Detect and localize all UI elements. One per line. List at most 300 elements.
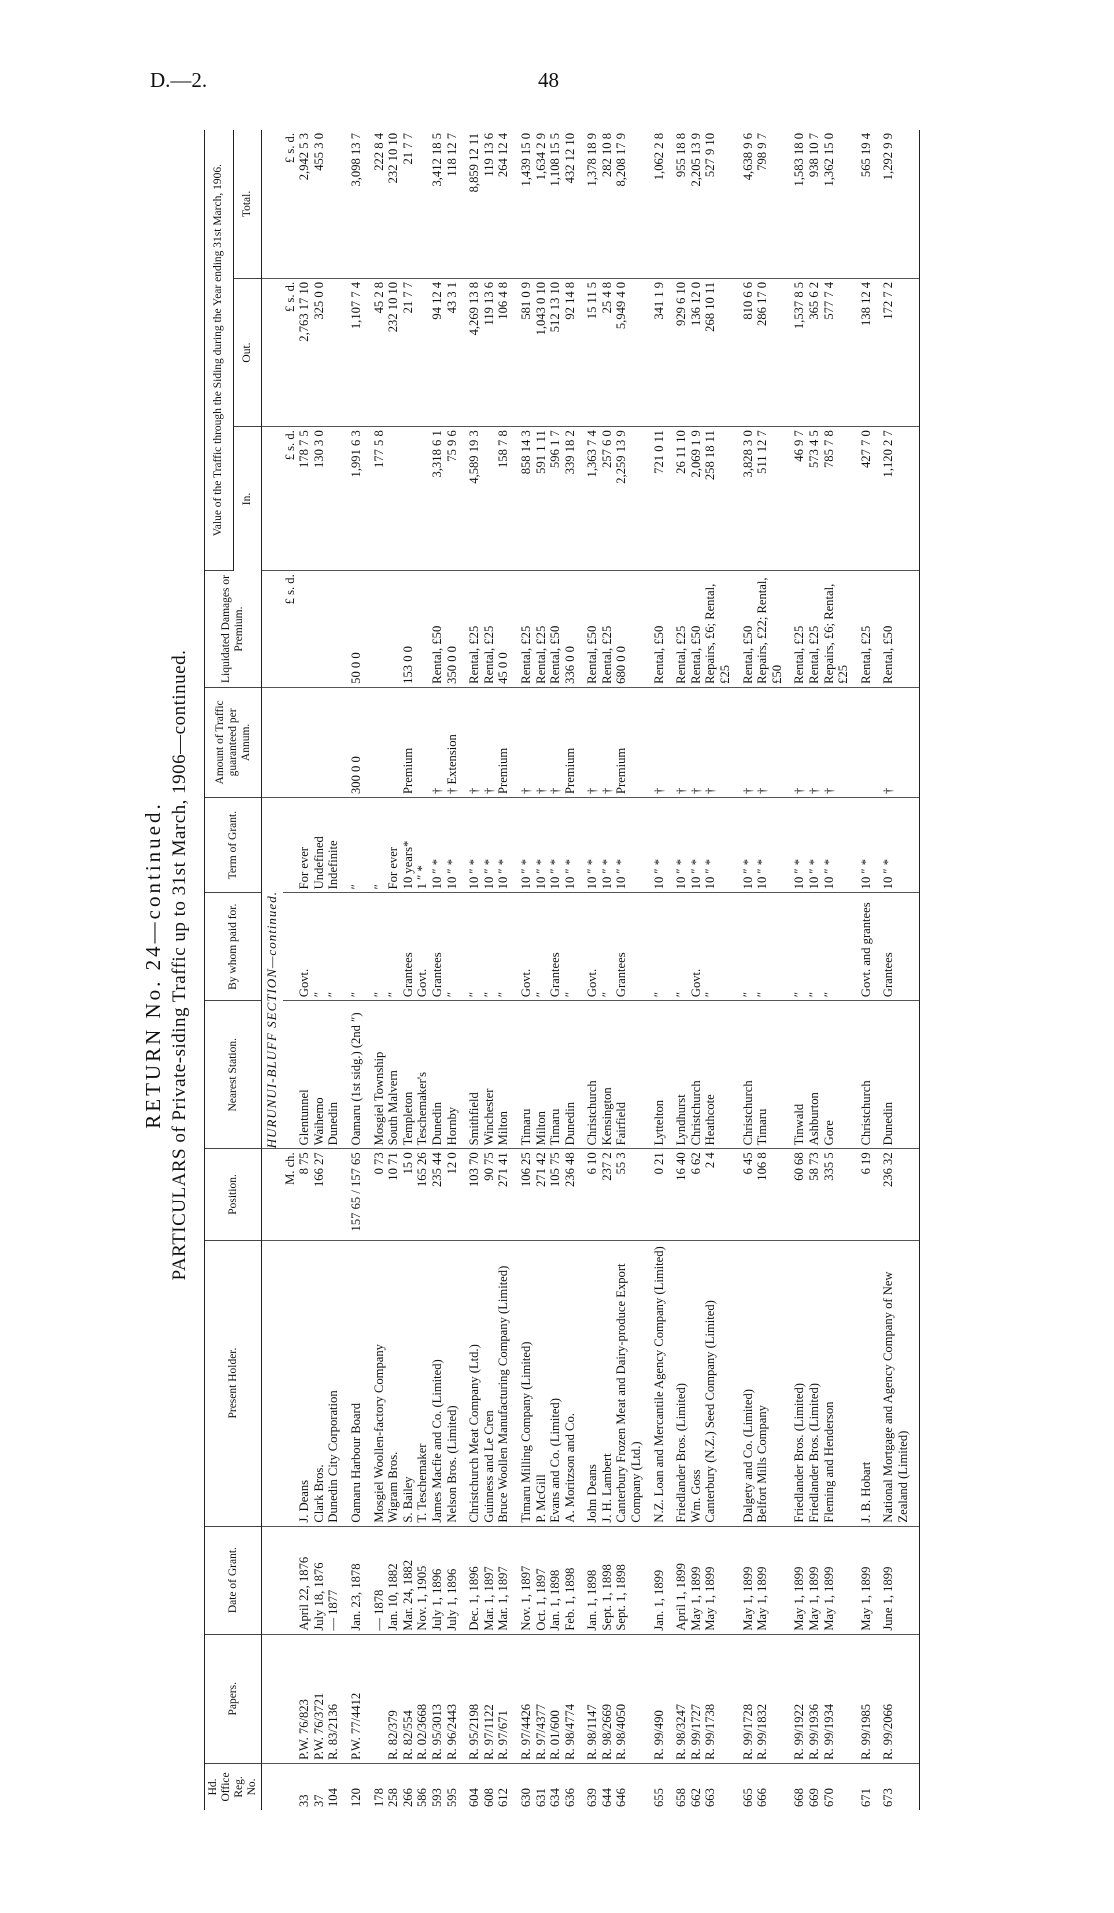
cell-total: 1,292 9 9	[881, 130, 910, 278]
cell-term: ″	[349, 797, 364, 892]
cell-reg: 631	[533, 1788, 548, 1807]
cell-position: 12 0	[445, 1149, 460, 1240]
cell-out: 21 7 7	[401, 278, 416, 426]
table-row	[415, 130, 430, 1810]
cell-out: 94 12 4	[430, 278, 445, 426]
cell-amount: †	[674, 687, 689, 797]
col-value-group: Value of the Traffic through the Siding during the Year ending 31st March, 1906.	[205, 130, 234, 571]
cell-reg: 266	[400, 1788, 415, 1807]
cell-in: 2,259 13 9	[614, 427, 643, 571]
cell-position: 58 73	[807, 1149, 822, 1240]
cell-paid: ″	[467, 893, 482, 1001]
cell-total: 232 10 10	[386, 130, 401, 278]
cell-in: 257 6 0	[600, 427, 615, 571]
cell-paid: Govt. and grantees	[859, 893, 874, 1001]
cell-holder: Clark Bros.	[312, 1240, 327, 1526]
cell-amount: †	[548, 687, 563, 797]
cell-term: 10 ″ *	[467, 797, 482, 892]
table-row	[674, 130, 689, 1810]
cell-date: Sept. 1, 1898	[600, 1526, 615, 1634]
cell-out: 106 4 8	[496, 278, 511, 426]
cell-damages	[386, 571, 401, 688]
cell-reg: 612	[496, 1788, 511, 1807]
cell-out: 929 6 10	[674, 278, 689, 426]
cell-reg: 671	[858, 1788, 873, 1807]
cell-paid: Grantees	[401, 893, 416, 1001]
cell-station: South Malvern	[386, 1001, 401, 1149]
cell-total: 1,439 15 0	[519, 130, 534, 278]
cell-paid: Grantees	[548, 893, 563, 1001]
col-damages: Liquidated Damages or Premium.	[205, 571, 262, 688]
unit-out: £ s. d.	[283, 278, 298, 426]
cell-amount: †	[703, 687, 732, 797]
cell-term: ″	[372, 797, 387, 892]
cell-paper: P.W. 76/823	[297, 1634, 312, 1763]
cell-station: Winchester	[482, 1001, 497, 1149]
col-holder: Present Holder.	[205, 1240, 262, 1526]
col-paid: By whom paid for.	[205, 893, 262, 1001]
group-spacer	[873, 130, 881, 1810]
cell-date: Jan. 1, 1898	[585, 1526, 600, 1634]
cell-amount: † Extension	[445, 687, 460, 797]
cell-reg: 258	[386, 1788, 401, 1807]
cell-holder: Timaru Milling Company (Limited)	[519, 1240, 534, 1526]
cell-paper: R. 98/1147	[585, 1634, 600, 1763]
cell-paper: R. 99/2066	[881, 1634, 910, 1763]
cell-amount: Premium	[614, 687, 643, 797]
table-row	[614, 130, 643, 1810]
cell-position: 16 40	[674, 1149, 689, 1240]
cell-out: 1,043 0 10	[534, 278, 549, 426]
cell-paper: P.W. 76/3721	[312, 1634, 327, 1763]
cell-position: 103 70	[467, 1149, 482, 1240]
cell-paper: R. 99/1922	[792, 1634, 807, 1763]
cell-reg: 662	[688, 1788, 703, 1807]
cell-date: May 1, 1899	[755, 1526, 784, 1634]
unit-total: £ s. d.	[283, 130, 298, 278]
cell-reg: 646	[614, 1788, 629, 1807]
cell-term: 10 ″ *	[881, 797, 910, 892]
cell-position: 55 3	[614, 1149, 643, 1240]
cell-reg: 639	[585, 1788, 600, 1807]
cell-paid: ″	[563, 893, 578, 1001]
cell-damages	[372, 571, 387, 688]
cell-date: Sept. 1, 1898	[614, 1526, 643, 1634]
cell-amount: 300 0 0	[349, 687, 364, 797]
cell-holder: Dunedin City Corporation	[326, 1240, 341, 1526]
cell-amount: †	[741, 687, 756, 797]
cell-total: 119 13 6	[482, 130, 497, 278]
cell-total: 955 18 8	[674, 130, 689, 278]
cell-holder: Friedlander Bros. (Limited)	[792, 1240, 807, 1526]
cell-paper: R. 97/1122	[482, 1634, 497, 1763]
cell-total: 282 10 8	[600, 130, 615, 278]
cell-term: 10 ″ *	[741, 797, 756, 892]
cell-paper: R. 98/3247	[674, 1634, 689, 1763]
cell-term: 10 years*	[401, 797, 416, 892]
unit-in: £ s. d.	[283, 427, 298, 571]
cell-reg: 644	[599, 1788, 614, 1807]
cell-paid: ″	[326, 893, 341, 1001]
cell-date: July 1, 1896	[430, 1526, 445, 1634]
cell-damages: Rental, £25	[859, 571, 874, 688]
cell-holder: A. Moritzson and Co.	[563, 1240, 578, 1526]
cell-reg: 33	[297, 1794, 312, 1807]
table-row	[482, 130, 497, 1810]
cell-total: 1,634 2 9	[534, 130, 549, 278]
cell-date: May 1, 1899	[741, 1526, 756, 1634]
cell-paper: R. 99/1738	[703, 1634, 732, 1763]
cell-holder: National Mortgage and Agency Company of New Zealand (Limited)	[881, 1240, 910, 1526]
cell-paper: R. 99/1832	[755, 1634, 784, 1763]
cell-amount	[859, 687, 874, 797]
cell-damages	[297, 571, 312, 688]
cell-reg: 655	[651, 1788, 666, 1807]
cell-paid: ″	[372, 893, 387, 1001]
cell-station: Mosgiel Township	[372, 1001, 387, 1149]
cell-paid: Govt.	[585, 893, 600, 1001]
table-row	[881, 130, 910, 1810]
cell-term: 10 ″ *	[674, 797, 689, 892]
cell-term: For ever	[297, 797, 312, 892]
cell-position: 6 19	[859, 1149, 874, 1240]
cell-paid: ″	[496, 893, 511, 1001]
cell-amount: †	[755, 687, 784, 797]
cell-reg: 120	[348, 1788, 363, 1807]
cell-out: 577 7 4	[822, 278, 851, 426]
cell-out: 119 13 6	[482, 278, 497, 426]
cell-out: 43 3 1	[445, 278, 460, 426]
cell-out: 581 0 9	[519, 278, 534, 426]
col-in: In.	[233, 427, 262, 571]
cell-amount: †	[807, 687, 822, 797]
table-row	[689, 130, 704, 1810]
col-date: Date of Grant.	[205, 1526, 262, 1634]
cell-total: 118 12 7	[445, 130, 460, 278]
cell-in: 858 14 3	[519, 427, 534, 571]
group-spacer	[364, 130, 372, 1810]
cell-total: 455 3 0	[312, 130, 327, 278]
cell-station: Christchurch	[741, 1001, 756, 1149]
cell-position: 271 42	[534, 1149, 549, 1240]
cell-amount: †	[534, 687, 549, 797]
cell-holder: P. McGill	[534, 1240, 549, 1526]
col-out: Out.	[233, 278, 262, 426]
cell-out: 138 12 4	[859, 278, 874, 426]
cell-position: 60 68	[792, 1149, 807, 1240]
cell-total: 2,942 5 3	[297, 130, 312, 278]
cell-term: 10 ″ *	[430, 797, 445, 892]
cell-station: Waihemo	[312, 1001, 327, 1149]
cell-paid: Govt.	[519, 893, 534, 1001]
cell-in: 3,828 3 0	[741, 427, 756, 571]
cell-position: 6 10	[585, 1149, 600, 1240]
cell-amount	[386, 687, 401, 797]
cell-paper: R. 99/1727	[689, 1634, 704, 1763]
cell-out: 2,763 17 10	[297, 278, 312, 426]
page-number: 48	[538, 68, 559, 92]
group-spacer	[341, 130, 349, 1810]
cell-term: 10 ″ *	[534, 797, 549, 892]
cell-paper: R. 02/3668	[415, 1634, 430, 1763]
group-spacer	[666, 130, 674, 1810]
cell-position	[326, 1149, 341, 1240]
cell-date: July 1, 1896	[445, 1526, 460, 1634]
cell-amount: Premium	[563, 687, 578, 797]
cell-total	[326, 130, 341, 278]
cell-station: Lyndhurst	[674, 1001, 689, 1149]
cell-paid: ″	[349, 893, 364, 1001]
cell-holder: Friedlander Bros. (Limited)	[807, 1240, 822, 1526]
cell-reg: 178	[371, 1788, 386, 1807]
cell-holder: John Deans	[585, 1240, 600, 1526]
cell-term: 10 ″ *	[755, 797, 784, 892]
cell-holder: Belfort Mills Company	[755, 1240, 784, 1526]
cell-term: 10 ″ *	[822, 797, 851, 892]
cell-amount	[326, 687, 341, 797]
cell-out: 325 0 0	[312, 278, 327, 426]
group-spacer	[459, 130, 467, 1810]
cell-term: 10 ″ *	[614, 797, 643, 892]
cell-amount: †	[600, 687, 615, 797]
cell-in: 591 1 11	[534, 427, 549, 571]
table-row	[349, 130, 364, 1810]
cell-paid: ″	[703, 893, 732, 1001]
cell-damages: Rental, £25	[792, 571, 807, 688]
cell-out	[415, 278, 430, 426]
cell-total: 3,098 13 7	[349, 130, 364, 278]
cell-damages: Rental, £50	[430, 571, 445, 688]
cell-reg: 666	[755, 1788, 770, 1807]
cell-station: Dunedin	[563, 1001, 578, 1149]
cell-paper: R. 99/1936	[807, 1634, 822, 1763]
table-row	[600, 130, 615, 1810]
cell-paid: Grantees	[430, 893, 445, 1001]
cell-position: 8 75	[297, 1149, 312, 1240]
table-row	[496, 130, 511, 1810]
cell-reg: 669	[807, 1788, 821, 1807]
cell-out: 365 6 2	[807, 278, 822, 426]
cell-reg: 673	[881, 1788, 896, 1807]
cell-in	[386, 427, 401, 571]
cell-position: 105 75	[548, 1149, 563, 1240]
cell-date: Feb. 1, 1898	[563, 1526, 578, 1634]
cell-term: 10 ″ *	[482, 797, 497, 892]
cell-in: 1,991 6 3	[349, 427, 364, 571]
table-row	[652, 130, 667, 1810]
cell-holder: Canterbury Frozen Meat and Dairy-produce Export Company (Ltd.)	[614, 1240, 643, 1526]
cell-holder: James Macfie and Co. (Limited)	[430, 1240, 445, 1526]
cell-paper: R. 98/4774	[563, 1634, 578, 1763]
cell-paid: ″	[652, 893, 667, 1001]
col-total: Total.	[233, 130, 262, 278]
table-row	[297, 130, 312, 1810]
cell-paid: ″	[386, 893, 401, 1001]
cell-out: 268 10 11	[703, 278, 732, 426]
cell-amount: †	[689, 687, 704, 797]
col-station: Nearest Station.	[205, 1001, 262, 1149]
cell-term: 10 ″ *	[689, 797, 704, 892]
cell-damages: Rental, £50	[548, 571, 563, 688]
cell-in: 427 7 0	[859, 427, 874, 571]
cell-station: Heathcote	[703, 1001, 732, 1149]
cell-amount	[297, 687, 312, 797]
cell-date: — 1877	[326, 1526, 341, 1634]
cell-amount	[312, 687, 327, 797]
cell-total: 3,412 18 5	[430, 130, 445, 278]
group-spacer	[644, 130, 652, 1810]
cell-reg: 634	[548, 1788, 563, 1807]
cell-in: 258 18 11	[703, 427, 732, 571]
cell-damages: Repairs, £22; Rental, £50	[755, 571, 784, 688]
cell-total: 2,205 13 9	[689, 130, 704, 278]
cell-paper: R. 97/671	[496, 1634, 511, 1763]
cell-date: May 1, 1899	[689, 1526, 704, 1634]
cell-date: May 1, 1899	[822, 1526, 851, 1634]
cell-station: Hornby	[445, 1001, 460, 1149]
cell-term: Indefinite	[326, 797, 341, 892]
table-row	[372, 130, 387, 1810]
cell-total: 1,378 18 9	[585, 130, 600, 278]
cell-date: Dec. 1, 1896	[467, 1526, 482, 1634]
cell-paper: P.W. 77/4412	[349, 1634, 364, 1763]
cell-term: 10 ″ *	[703, 797, 732, 892]
cell-amount: †	[792, 687, 807, 797]
cell-damages: Rental, £50	[881, 571, 910, 688]
cell-reg: 665	[740, 1788, 755, 1807]
cell-paper: R. 96/2443	[445, 1634, 460, 1763]
table-row	[326, 130, 341, 1810]
cell-position: 0 21	[652, 1149, 667, 1240]
cell-paid: ″	[674, 893, 689, 1001]
cell-damages: Rental, £50	[652, 571, 667, 688]
cell-date: Mar. 24, 1882	[401, 1526, 416, 1634]
cell-out: 25 4 8	[600, 278, 615, 426]
cell-in	[401, 427, 416, 571]
cell-position: 6 62	[689, 1149, 704, 1240]
cell-in: 2,069 1 9	[689, 427, 704, 571]
cell-paper: R. 98/2669	[600, 1634, 615, 1763]
cell-in: 596 1 7	[548, 427, 563, 571]
cell-station: Glentunnel	[297, 1001, 312, 1149]
cell-in: 785 7 8	[822, 427, 851, 571]
col-term: Term of Grant.	[205, 797, 262, 892]
cell-amount: †	[822, 687, 851, 797]
cell-reg: 663	[703, 1788, 718, 1807]
cell-reg: 658	[674, 1788, 689, 1807]
cell-out: 1,537 8 5	[792, 278, 807, 426]
cell-station: Teschemaker's	[415, 1001, 430, 1149]
cell-in: 4,589 19 3	[467, 427, 482, 571]
cell-reg: 37	[311, 1794, 326, 1807]
cell-paper: R. 97/4377	[534, 1634, 549, 1763]
cell-out: 45 2 8	[372, 278, 387, 426]
table-row	[563, 130, 578, 1810]
cell-damages: Rental, £25	[467, 571, 482, 688]
cell-station: Dunedin	[881, 1001, 910, 1149]
cell-total: 527 9 10	[703, 130, 732, 278]
cell-term: 10 ″ *	[519, 797, 534, 892]
rotated-page-content	[140, 110, 1070, 1820]
table-row	[467, 130, 482, 1810]
table-row	[401, 130, 416, 1810]
cell-paper: R. 99/1934	[822, 1634, 851, 1763]
cell-holder: Wigram Bros.	[386, 1240, 401, 1526]
cell-total: 21 7 7	[401, 130, 416, 278]
group-spacer	[784, 130, 792, 1810]
cell-paper: R. 98/4050	[614, 1634, 643, 1763]
cell-date: Mar. 1, 1897	[496, 1526, 511, 1634]
cell-date: May 1, 1899	[703, 1526, 732, 1634]
cell-term: Undefined	[312, 797, 327, 892]
cell-paper: R. 82/554	[401, 1634, 416, 1763]
cell-position: 236 48	[563, 1149, 578, 1240]
cell-amount: †	[519, 687, 534, 797]
table-row	[703, 130, 732, 1810]
table-row	[534, 130, 549, 1810]
cell-term: 10 ″ *	[652, 797, 667, 892]
table-row	[386, 130, 401, 1810]
cell-station: Milton	[496, 1001, 511, 1149]
cell-out: 172 7 2	[881, 278, 910, 426]
cell-total: 1,583 18 0	[792, 130, 807, 278]
col-papers: Papers.	[205, 1634, 262, 1763]
cell-paid: ″	[792, 893, 807, 1001]
cell-damages: Rental, £25	[534, 571, 549, 688]
cell-position: 15 0	[401, 1149, 416, 1240]
cell-paper: R. 99/490	[652, 1634, 667, 1763]
cell-out: 1,107 7 4	[349, 278, 364, 426]
cell-position: 106 8	[755, 1149, 784, 1240]
cell-out	[326, 278, 341, 426]
cell-station: Lyttelton	[652, 1001, 667, 1149]
cell-in: 1,363 7 4	[585, 427, 600, 571]
cell-paid: ″	[755, 893, 784, 1001]
cell-holder: Wm. Goss	[689, 1240, 704, 1526]
return-title: RETURN No. 24—continued.	[141, 801, 165, 1129]
cell-damages: Rental, £25	[674, 571, 689, 688]
cell-damages: Rental, £25	[807, 571, 822, 688]
cell-paid: Grantees	[614, 893, 643, 1001]
cell-station: Oamaru (1st sidg.) (2nd ″)	[349, 1001, 364, 1149]
table-row	[755, 130, 784, 1810]
cell-reg: 104	[326, 1788, 341, 1807]
cell-damages: Repairs, £6; Rental, £25	[822, 571, 851, 688]
cell-in: 158 7 8	[496, 427, 511, 571]
cell-paper: R. 83/2136	[326, 1634, 341, 1763]
cell-term: 10 ″ *	[600, 797, 615, 892]
cell-reg: 608	[481, 1788, 496, 1807]
cell-in: 339 18 2	[563, 427, 578, 571]
cell-holder: Nelson Bros. (Limited)	[445, 1240, 460, 1526]
cell-paper: R. 99/1985	[859, 1634, 874, 1763]
cell-holder: J. B. Hobart	[859, 1240, 874, 1526]
cell-reg: 586	[415, 1788, 430, 1807]
cell-date: May 1, 1899	[859, 1526, 874, 1634]
cell-position: 106 25	[519, 1149, 534, 1240]
cell-date: Jan. 10, 1882	[386, 1526, 401, 1634]
cell-date: April 22, 1876	[297, 1526, 312, 1634]
cell-total: 432 12 10	[563, 130, 578, 278]
cell-paper: R. 97/4426	[519, 1634, 534, 1763]
cell-amount: Premium	[401, 687, 416, 797]
cell-paid: ″	[807, 893, 822, 1001]
cell-paid: ″	[482, 893, 497, 1001]
cell-damages: 153 0 0	[401, 571, 416, 688]
cell-station: Christchurch	[689, 1001, 704, 1149]
cell-paid: Grantees	[881, 893, 910, 1001]
cell-out: 512 13 10	[548, 278, 563, 426]
